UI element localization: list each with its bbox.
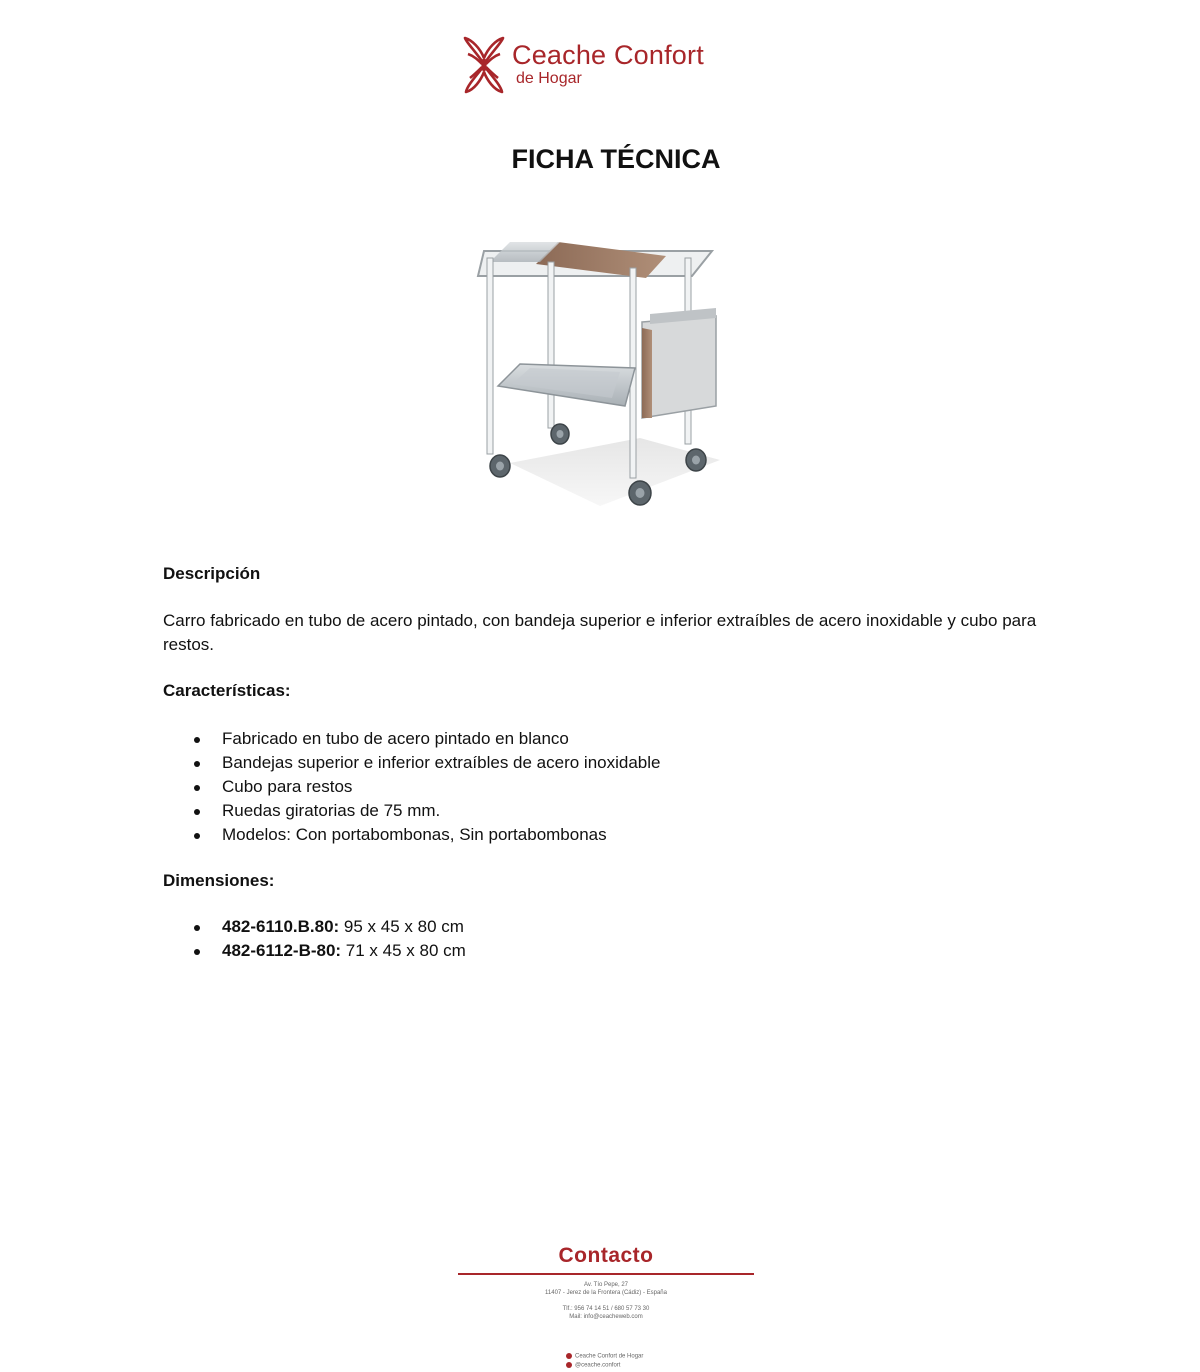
- dimensiones-list: [163, 915, 1063, 963]
- list-item: [163, 751, 1063, 775]
- list-item-text: Modelos: Con portabombonas, Sin portabombonas: [222, 825, 607, 844]
- instagram-icon: [566, 1362, 572, 1368]
- footer-title: Contacto: [558, 1244, 654, 1267]
- list-item-text: Fabricado en tubo de acero pintado en blanco: [222, 729, 569, 748]
- footer-address-line1: Av. Tío Pepe, 27: [583, 1282, 629, 1288]
- bullet-icon: [194, 809, 200, 815]
- brand-name: Ceache Confort: [512, 40, 704, 70]
- product-image-trolley: [470, 228, 730, 528]
- footer-contact: [458, 1244, 754, 1372]
- list-item-text: Cubo para restos: [222, 777, 353, 796]
- caracteristicas-heading: Características:: [163, 681, 291, 700]
- list-item-text: Bandejas superior e inferior extraíbles de acero inoxidable: [222, 753, 661, 772]
- bullet-icon: [194, 761, 200, 767]
- list-item-text: Ruedas giratorias de 75 mm.: [222, 801, 441, 820]
- list-item: [163, 727, 1063, 751]
- footer-phone: Tlf.: 956 74 14 51 / 680 57 73 30: [562, 1306, 650, 1312]
- footer-address-line2: 11407 - Jerez de la Frontera (Cádiz) - España: [545, 1290, 667, 1296]
- facebook-handle: Ceache Confort de Hogar: [575, 1353, 644, 1360]
- instagram-handle: @ceache.confort: [575, 1362, 621, 1369]
- list-item: [163, 915, 1063, 939]
- brand-subtitle: de Hogar: [516, 70, 582, 87]
- bullet-icon: [194, 925, 200, 931]
- list-item: [163, 939, 1063, 963]
- butterfly-logo-icon: [462, 34, 506, 96]
- model-dimensions: 95 x 45 x 80 cm: [339, 917, 464, 936]
- model-dimensions: 71 x 45 x 80 cm: [341, 941, 466, 960]
- bullet-icon: [194, 785, 200, 791]
- caracteristicas-list-wrapper: [163, 727, 1063, 847]
- list-item: [163, 799, 1063, 823]
- descripcion-body: [163, 609, 1063, 657]
- dimensiones-list-wrapper: [163, 915, 1063, 963]
- brand-logo: [462, 34, 742, 98]
- section-dimensiones: [163, 869, 1063, 893]
- footer-social-facebook: [566, 1353, 643, 1360]
- footer-mail: Mail: info@ceacheweb.com: [569, 1314, 643, 1320]
- bullet-icon: [194, 833, 200, 839]
- model-code: 482-6110.B.80:: [222, 917, 340, 936]
- descripcion-heading: Descripción: [163, 564, 261, 583]
- bullet-icon: [194, 949, 200, 955]
- footer-social-instagram: [566, 1362, 620, 1369]
- bullet-icon: [194, 737, 200, 743]
- list-item: [163, 823, 1063, 847]
- dimensiones-heading: Dimensiones:: [163, 871, 275, 890]
- section-descripcion: [163, 562, 1063, 586]
- model-code: 482-6112-B-80:: [222, 941, 342, 960]
- footer-divider: [458, 1273, 754, 1275]
- caracteristicas-list: [163, 727, 1063, 847]
- list-item: [163, 775, 1063, 799]
- document-title: FICHA TÉCNICA: [511, 144, 721, 174]
- section-caracteristicas: [163, 679, 1063, 703]
- descripcion-text: Carro fabricado en tubo de acero pintado, con bandeja superior e inferior extraíbles de acero inoxidable y cubo para restos.: [163, 611, 1037, 654]
- facebook-icon: [566, 1353, 572, 1359]
